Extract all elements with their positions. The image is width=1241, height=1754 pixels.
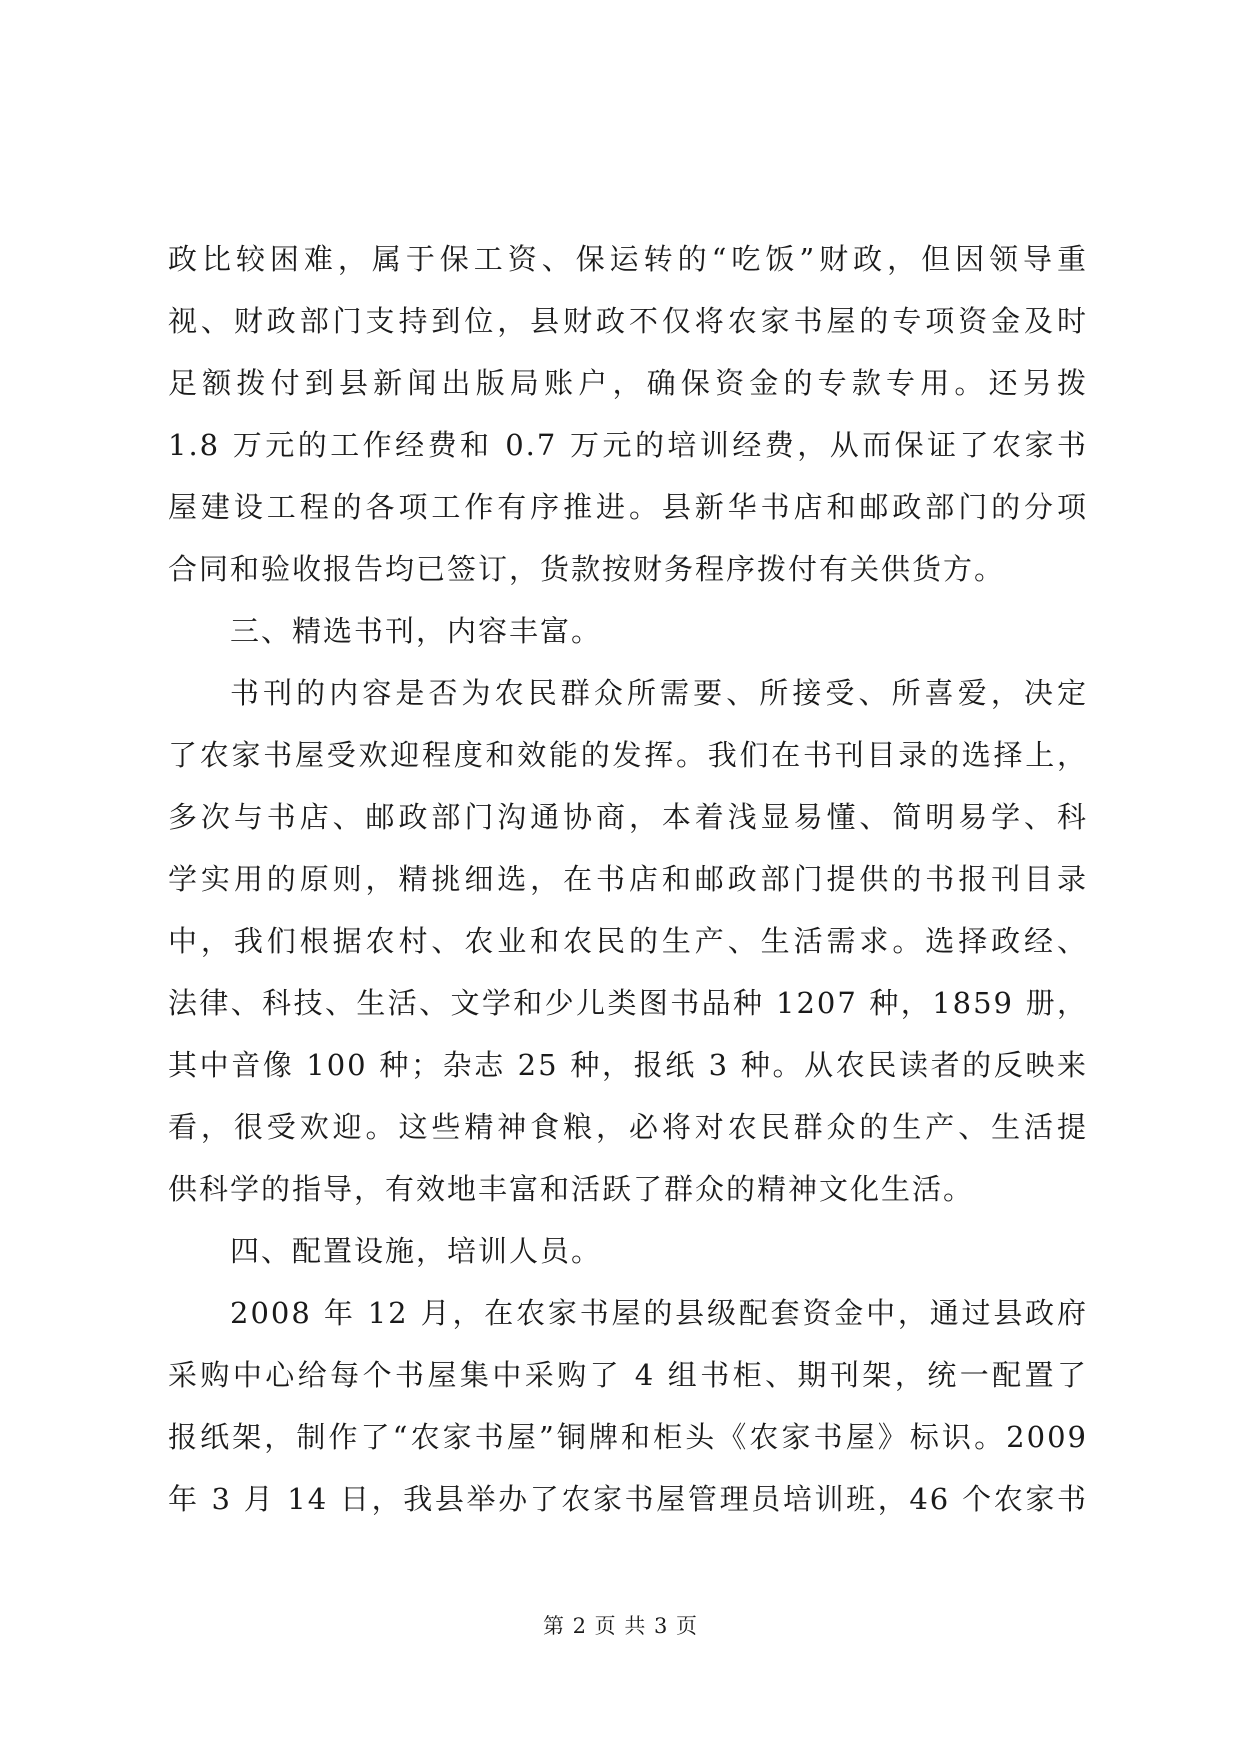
text-line: 采购中心给每个书屋集中采购了 4 组书柜、期刊架，统一配置了: [168, 1358, 1088, 1392]
text-line: 1.8 万元的工作经费和 0.7 万元的培训经费，从而保证了农家书: [168, 428, 1088, 462]
text-line: 多次与书店、邮政部门沟通协商，本着浅显易懂、简明易学、科: [168, 800, 1088, 834]
text-line: 屋建设工程的各项工作有序推进。县新华书店和邮政部门的分项: [168, 490, 1088, 524]
text-line: 供科学的指导，有效地丰富和活跃了群众的精神文化生活。: [168, 1172, 975, 1206]
text-line: 法律、科技、生活、文学和少儿类图书品种 1207 种，1859 册，: [168, 986, 1088, 1020]
text-line: 书刊的内容是否为农民群众所需要、所接受、所喜爱，决定: [230, 676, 1088, 710]
text-line: 看，很受欢迎。这些精神食粮，必将对农民群众的生产、生活提: [168, 1110, 1088, 1144]
text-line: 学实用的原则，精挑细选，在书店和邮政部门提供的书报刊目录: [168, 862, 1088, 896]
text-line: 政比较困难，属于保工资、保运转的“吃饭”财政，但因领导重: [168, 242, 1088, 276]
document-body: [168, 228, 1088, 1530]
text-line: 其中音像 100 种；杂志 25 种，报纸 3 种。从农民读者的反映来: [168, 1048, 1088, 1082]
text-line: 报纸架，制作了“农家书屋”铜牌和柜头《农家书屋》标识。2009: [168, 1420, 1088, 1454]
text-line: 2008 年 12 月，在农家书屋的县级配套资金中，通过县政府: [230, 1296, 1088, 1330]
page-number-footer: 第 2 页 共 3 页: [542, 1614, 699, 1638]
section-heading: 四、配置设施，培训人员。: [230, 1234, 603, 1268]
text-line: 视、财政部门支持到位，县财政不仅将农家书屋的专项资金及时: [168, 304, 1088, 338]
text-line: 了农家书屋受欢迎程度和效能的发挥。我们在书刊目录的选择上，: [168, 738, 1088, 772]
section-heading: 三、精选书刊，内容丰富。: [230, 614, 603, 648]
text-line: 合同和验收报告均已签订，货款按财务程序拨付有关供货方。: [168, 552, 1006, 586]
text-line: 年 3 月 14 日，我县举办了农家书屋管理员培训班，46 个农家书: [168, 1482, 1088, 1516]
text-line: 足额拨付到县新闻出版局账户，确保资金的专款专用。还另拨: [168, 366, 1088, 400]
text-line: 中，我们根据农村、农业和农民的生产、生活需求。选择政经、: [168, 924, 1088, 958]
